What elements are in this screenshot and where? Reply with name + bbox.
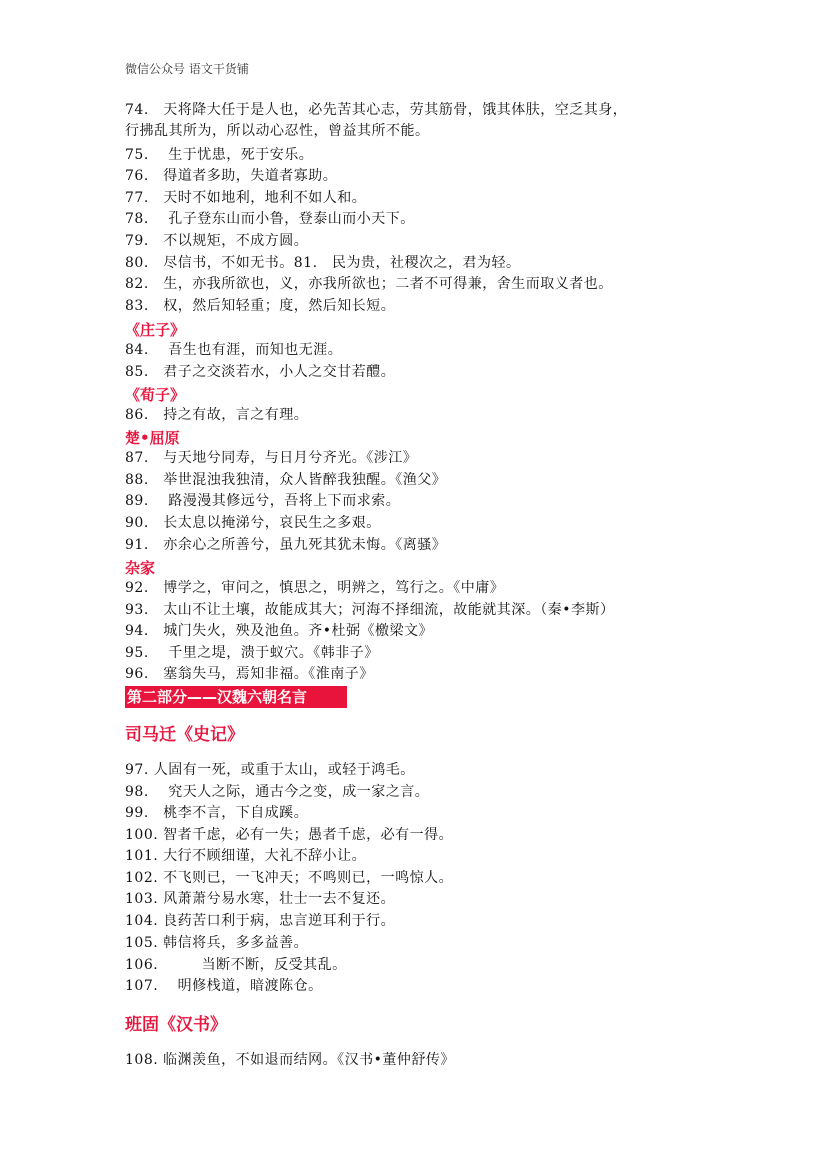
section-heading-quyuan: 楚•屈原 (125, 429, 180, 447)
quote-line: 96. 塞翁失马，焉知非福。《淮南子》 (125, 666, 374, 682)
quote-line: 88. 举世混浊我独清，众人皆醉我独醒。《渔父》 (125, 472, 447, 488)
section-heading-simaqian: 司马迁《史记》 (125, 725, 244, 745)
quote-line: 99. 桃李不言，下自成蹊。 (125, 805, 309, 821)
quote-line: 76. 得道者多助，失道者寡助。 (125, 168, 338, 184)
quote-line: 84. 吾生也有涯，而知也无涯。 (125, 342, 343, 358)
quote-line: 89. 路漫漫其修远兮，吾将上下而求索。 (125, 493, 401, 509)
quote-line: 101. 大行不顾细谨，大礼不辞小让。 (125, 848, 367, 864)
quote-line: 95. 千里之堤，溃于蚁穴。《韩非子》 (125, 645, 379, 661)
quote-line: 93. 太山不让土壤，故能成其大；河海不择细流，故能就其深。（秦•李斯） (125, 602, 615, 618)
quote-line: 92. 博学之，审问之，慎思之，明辨之，笃行之。《中庸》 (125, 580, 505, 596)
section-heading-zhuangzi: 《庄子》 (125, 321, 186, 339)
quote-line: 79. 不以规矩，不成方圆。 (125, 233, 309, 249)
quote-line: 74. 天将降大任于是人也，必先苦其心志，劳其筋骨，饿其体肤，空乏其身， (125, 102, 628, 118)
quote-line: 85. 君子之交淡若水，小人之交甘若醴。 (125, 364, 396, 380)
quote-line: 80. 尽信书，不如无书。81. 民为贵，社稷次之，君为轻。 (125, 255, 521, 271)
quote-line: 106. 当断不断，反受其乱。 (125, 957, 347, 973)
quote-line: 86. 持之有故，言之有理。 (125, 407, 309, 423)
quote-line: 104. 良药苦口利于病，忠言逆耳利于行。 (125, 913, 396, 929)
quote-line: 77. 天时不如地利，地利不如人和。 (125, 190, 367, 206)
part-two-banner: 第二部分——汉魏六朝名言 (125, 686, 347, 708)
quote-line: 75. 生于忧患，死于安乐。 (125, 147, 314, 163)
header-account: 微信公众号 语文干货铺 (125, 62, 249, 76)
quote-line: 91. 亦余心之所善兮，虽九死其犹未悔。《离骚》 (125, 537, 447, 553)
quote-line: 83. 权，然后知轻重；度，然后知长短。 (125, 298, 396, 314)
quote-line: 100. 智者千虑，必有一失；愚者千虑，必有一得。 (125, 827, 454, 843)
quote-line: 102. 不飞则已，一飞冲天；不鸣则已，一鸣惊人。 (125, 870, 454, 886)
quote-line: 行拂乱其所为，所以动心忍性，曾益其所不能。 (125, 123, 430, 139)
quote-line: 105. 韩信将兵，多多益善。 (125, 935, 309, 951)
quote-line: 107. 明修栈道，暗渡陈仓。 (125, 978, 323, 994)
section-heading-bangu: 班固《汉书》 (125, 1015, 227, 1035)
section-heading-xunzi: 《荀子》 (125, 386, 186, 404)
quote-line: 90. 长太息以掩涕兮，哀民生之多艰。 (125, 515, 381, 531)
quote-line: 97. 人固有一死，或重于太山，或轻于鸿毛。 (125, 762, 415, 778)
section-heading-zajia: 杂家 (125, 559, 156, 577)
quote-line: 94. 城门失火，殃及池鱼。齐•杜弼《檄梁文》 (125, 623, 434, 639)
quote-line: 78. 孔子登东山而小鲁，登泰山而小天下。 (125, 211, 415, 227)
quote-line: 87. 与天地兮同寿，与日月兮齐光。《涉江》 (125, 450, 418, 466)
quote-line: 82. 生，亦我所欲也，义，亦我所欲也；二者不可得兼，舍生而取义者也。 (125, 276, 613, 292)
quote-line: 108. 临渊羡鱼，不如退而结网。《汉书•董仲舒传》 (125, 1052, 455, 1068)
quote-line: 103. 风萧萧兮易水寒，壮士一去不复还。 (125, 891, 396, 907)
quote-line: 98. 究天人之际，通古今之变，成一家之言。 (125, 784, 430, 800)
